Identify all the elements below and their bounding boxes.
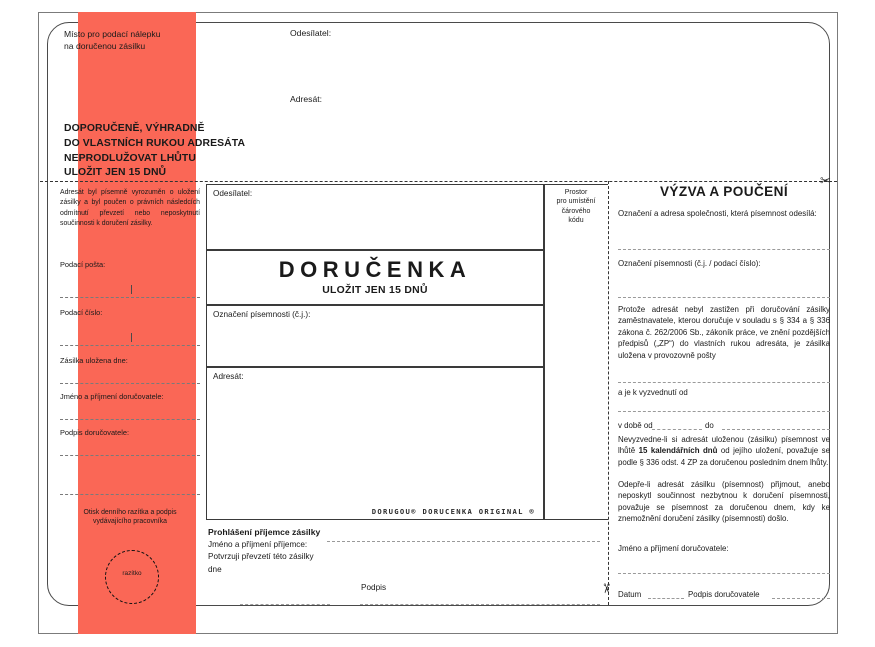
- stamp-circle-label: razítko: [122, 570, 142, 577]
- dorucenka-title-box: [206, 250, 544, 305]
- stamp-caption: [60, 508, 200, 526]
- notice-line-1: DOPORUČENĚ, VÝHRADNĚ: [64, 123, 205, 134]
- right-docref-label: Označení písemnosti (č.j. / podací číslo):: [618, 259, 761, 268]
- stamp-circle: [105, 550, 159, 604]
- barcode-caption-line2: pro umístění: [556, 198, 596, 206]
- field-tick-podaci-cislo: [131, 333, 132, 342]
- right-time-from-line: [652, 429, 702, 430]
- header-sender-label: Odesílatel:: [290, 28, 332, 38]
- declaration-confirm-line: Potvrzuji převzetí této zásilky: [208, 552, 314, 561]
- center-addressee-label: Adresát:: [213, 372, 244, 381]
- declaration-recipient-name-line: [327, 541, 600, 542]
- declaration-title: Prohlášení příjemce zásilky: [208, 527, 321, 537]
- barcode-caption-line3: čárového: [561, 207, 591, 215]
- declaration-date-line: [240, 604, 330, 605]
- field-line-podpis-dorucovatele: [60, 455, 200, 456]
- right-time-to-label: do: [705, 421, 714, 430]
- right-company-line: [618, 249, 830, 250]
- notice-line-4: ULOŽIT JEN 15 DNŮ: [64, 167, 167, 179]
- sticker-place-line1: Místo pro podací nálepku: [64, 29, 161, 39]
- delivery-notice-block: [64, 122, 324, 181]
- notice-line-2: DO VLASTNÍCH RUKOU ADRESÁTA: [64, 137, 246, 149]
- sticker-place-line2: na doručenou zásilku: [64, 41, 146, 52]
- right-company-label: Označení a adresa společnosti, která písemnost odesílá:: [618, 209, 817, 218]
- stamp-caption-line2: vydávajícího pracovníka: [93, 518, 167, 526]
- brand-line: DORUGOU® DORUCENKA ORIGINAL ®: [371, 507, 535, 516]
- center-addressee-box: [206, 367, 544, 520]
- field-tick-podaci-posta: [131, 285, 132, 294]
- field-label-podpis-dorucovatele: Podpis doručovatele:: [60, 428, 130, 437]
- right-deliverer-name-line: [618, 573, 830, 574]
- sticker-place-block: [64, 28, 264, 52]
- right-paragraph-1: Protože adresát nebyl zastižen při doručování zásilky zaměstnavatele, kterou doručuje v souladu s § 334 a § 336 zákona č. 262/2006 Sb., zákoník práce, ve znění pozdějších předpisů („ZP“) do vlastních rukou adresáta, je zásilka uložena v provozovně pošty: [618, 305, 830, 360]
- field-label-podaci-cislo: Podací číslo:: [60, 308, 103, 317]
- scissors-icon-vertical: ✂: [598, 583, 614, 594]
- field-label-zasilka-ulozena: Zásilka uložena dne:: [60, 356, 128, 365]
- center-sender-box: [206, 184, 544, 250]
- field-line-jmeno-dorucovatele: [60, 419, 200, 420]
- field-line-podaci-cislo: [60, 345, 200, 346]
- center-docref-label: Označení písemnosti (č.j.):: [213, 310, 311, 319]
- declaration-signature-label: Podpis: [361, 583, 387, 592]
- center-sender-label: Odesílatel:: [213, 189, 253, 198]
- header-addressee-label: Adresát:: [290, 94, 323, 104]
- center-docref-box: [206, 305, 544, 367]
- stamp-caption-line1: Otisk denního razítka a podpis: [83, 509, 177, 516]
- scissors-icon-horizontal: ✂: [820, 173, 831, 188]
- barcode-caption-line4: kódu: [568, 217, 584, 225]
- field-line-podaci-posta: [60, 297, 200, 298]
- dorucenka-title: DORUČENKA: [278, 257, 472, 282]
- left-notice-text: Adresát byl písemně vyrozuměn o uložení zásilky a byl poučen o právních následcích odmítnutí převzetí nebo neposkytnutí součinnosti k doručení zásilky.: [60, 189, 200, 228]
- right-paragraph-2-text: Nevyzvedne-li si adresát uloženou (zásilku) písemnost ve lhůtě 15 kalendářních dnů od jejího uložení, považuje se podle § 336 odst. 4 ZP za doručenou posledním dnem lhůty.: [618, 435, 830, 467]
- notice-line-3: NEPRODLUŽOVAT LHŮTU: [64, 152, 196, 164]
- right-paragraph-2-emphasis: 15 kalendářních dnů: [638, 446, 718, 456]
- right-deliverer-signature-label: Podpis doručovatele: [688, 590, 760, 599]
- barcode-area-caption: [545, 182, 607, 226]
- horizontal-cut-line: [40, 181, 837, 182]
- right-panel-title: VÝZVA A POUČENÍ: [659, 184, 789, 199]
- red-highlight-band: [78, 12, 196, 634]
- field-line-stamp-top: [60, 494, 200, 495]
- right-paragraph-3: Odepře-li adresát zásilku (písemnost) přijmout, anebo neposkytl součinnost nezbytnou k doručení písemnosti, považuje se písemnost za doručenou dnem, kdy ke znemožnění doručení zásilky (písemnosti) došlo.: [618, 480, 830, 524]
- vertical-cut-line: [608, 181, 609, 605]
- right-time-to-line: [722, 429, 830, 430]
- field-label-jmeno-dorucovatele: Jméno a příjmení doručovatele:: [60, 392, 164, 401]
- declaration-signature-line: [360, 604, 600, 605]
- declaration-block: [208, 527, 600, 574]
- right-time-from-label: v době od: [618, 421, 653, 430]
- right-deliverer-signature-line: [772, 598, 830, 599]
- declaration-recipient-name-label: Jméno a příjmení příjemce:: [208, 540, 308, 549]
- right-docref-line: [618, 297, 830, 298]
- right-pickup-label: a je k vyzvednutí od: [618, 388, 688, 397]
- barcode-caption-line1: Prostor: [564, 189, 588, 196]
- declaration-date-label: dne: [208, 565, 222, 574]
- barcode-area-box: [544, 184, 608, 520]
- field-label-podaci-posta: Podací pošta:: [60, 260, 106, 269]
- field-line-zasilka-ulozena: [60, 383, 200, 384]
- right-paragraph1-line: [618, 382, 830, 383]
- right-date-line: [648, 598, 684, 599]
- right-date-label: Datum: [618, 590, 642, 599]
- right-deliverer-name-label: Jméno a příjmení doručovatele:: [618, 544, 729, 553]
- right-paragraph-2: [618, 434, 830, 468]
- dorucenka-subtitle: ULOŽIT JEN 15 DNŮ: [322, 285, 428, 296]
- right-pickup-line: [618, 411, 830, 412]
